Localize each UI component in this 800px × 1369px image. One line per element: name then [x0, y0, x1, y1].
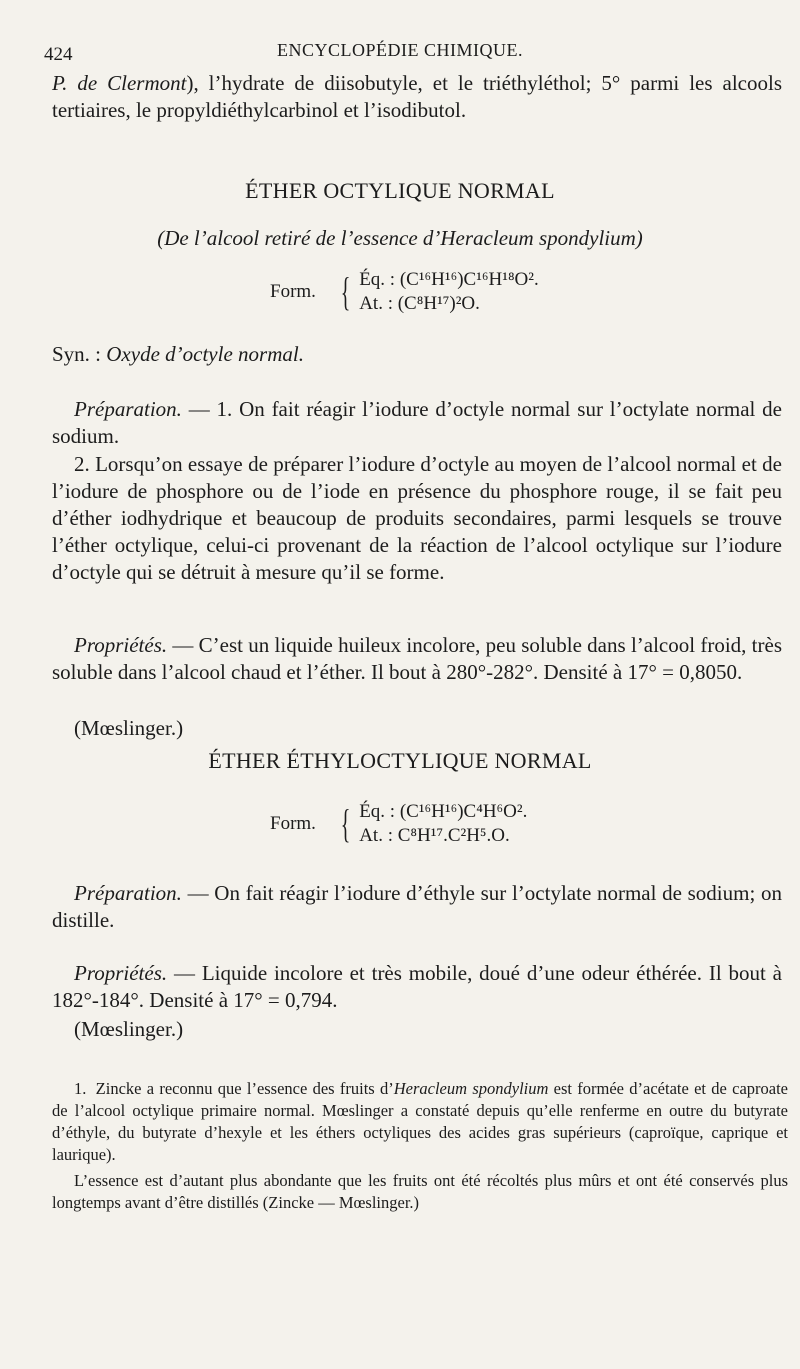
section-title: ÉTHER ÉTHYLOCTYLIQUE NORMAL [208, 748, 592, 773]
footnote-paragraph-2: L’essence est d’autant plus abondante que les fruits ont été récoltés plus mûrs et ont été conservés plus longtemps avant d’être distillés (Zincke — Mœslinger.) [52, 1171, 788, 1212]
preparation-paragraph [52, 396, 782, 450]
citation: (Mœslinger.) [74, 1017, 184, 1041]
synonym-label: Syn. : [52, 342, 107, 366]
intro-text: ), l’hydrate de diisobutyle, et le triéthyléthol; 5° parmi les alcools tertiaires, le propyldiéthylcarbinol et l’isodibutol. [52, 71, 782, 122]
running-title: ENCYCLOPÉDIE CHIMIQUE. [277, 40, 523, 60]
brace-icon: { [340, 269, 351, 314]
synonym-line [52, 341, 782, 368]
preparation-text: — 1. On fait réagir l’iodure d’octyle normal sur l’octylate normal de sodium. [52, 397, 782, 448]
formula-equivalent: Éq. : (C¹⁶H¹⁶)C¹⁶H¹⁸O². [359, 269, 539, 290]
preparation-text: — On fait réagir l’iodure d’éthyle sur l’octylate normal de sodium; on distille. [52, 881, 782, 932]
footnote-species: Heracleum spondylium [393, 1079, 549, 1098]
properties-paragraph [52, 960, 782, 1014]
brace-icon: { [340, 801, 351, 846]
footnote-text-continued: est formée d’acétate et de caproate de l’alcool octylique primaire normal. Mœslinger a constaté depuis qu’elle renferme en outre du butyrate d’éthyle, du butyrate d’hexyle et les éthers octyliques des acides gras supérieurs (caproïque, caprique et laurique). [52, 1079, 789, 1164]
properties-label: Propriétés. [74, 961, 168, 985]
preparation-paragraph [52, 880, 782, 934]
author-name: P. de Clermont [52, 71, 187, 95]
formula-atomic: At. : (C⁸H¹⁷)²O. [359, 293, 480, 314]
footnote-number: 1. [74, 1079, 87, 1098]
formula-label: Form. [270, 281, 316, 302]
intro-paragraph [52, 70, 782, 124]
synonym-value: Oxyde d’octyle normal. [106, 342, 304, 366]
preparation-paragraph-2: 2. Lorsqu’on essaye de préparer l’iodure d’octyle au moyen de l’alcool normal et de l’iodure de phosphore ou de l’iode en présence du phosphore rouge, il se fait peu d’éther iodhydrique et beaucoup de produits secondaires, parmi lesquels se trouve l’éther octylique, celui-ci provenant de la réaction de l’alcool octylique sur l’iodure d’octyle qui se détruit à mesure qu’il se forme. [52, 452, 782, 584]
formula-atomic: At. : C⁸H¹⁷.C²H⁵.O. [359, 825, 510, 846]
properties-label: Propriétés. [74, 633, 168, 657]
properties-text: — C’est un liquide huileux incolore, peu soluble dans l’alcool froid, très soluble dans l’alcool chaud et l’éther. Il bout à 280°-282°. Densité à 17° = 0,8050. [52, 633, 782, 684]
section-title: ÉTHER OCTYLIQUE NORMAL [245, 178, 555, 203]
preparation-label: Préparation. [74, 881, 182, 905]
section-subtitle: (De l’alcool retiré de l’essence d’Heracleum spondylium) [157, 226, 643, 250]
page-number: 424 [44, 44, 73, 65]
formula-label: Form. [270, 813, 316, 834]
formula-equivalent: Éq. : (C¹⁶H¹⁶)C⁴H⁶O². [359, 801, 528, 822]
footnote [52, 1078, 788, 1166]
properties-paragraph [52, 632, 782, 686]
footnote-text: Zincke a reconnu que l’essence des fruits d’ [90, 1079, 394, 1098]
citation: (Mœslinger.) [74, 716, 184, 740]
preparation-label: Préparation. [74, 397, 182, 421]
properties-text: — Liquide incolore et très mobile, doué d’une odeur éthérée. Il bout à 182°-184°. Densité à 17° = 0,794. [52, 961, 782, 1012]
formula-block [270, 800, 527, 848]
formula-block [270, 268, 539, 316]
